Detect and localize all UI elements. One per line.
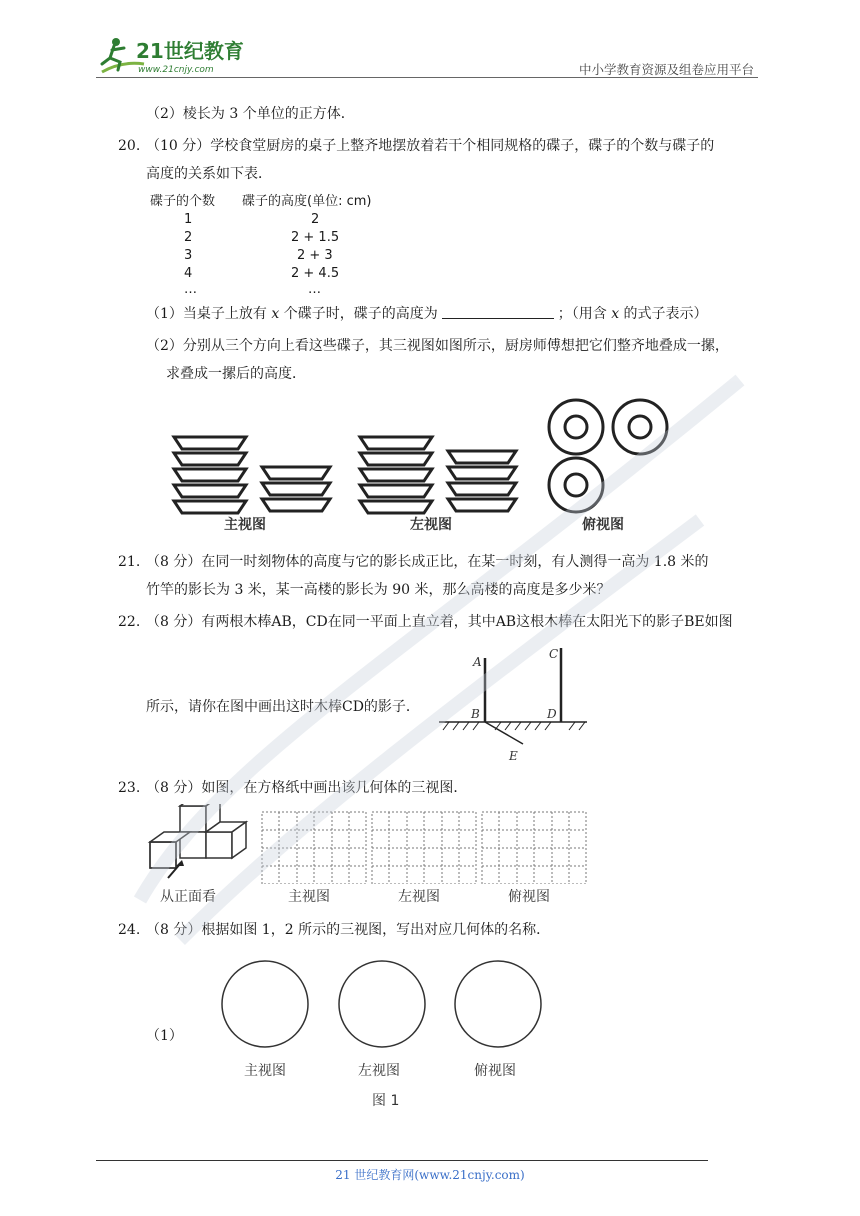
table-header-count: 碟子的个数 (150, 194, 216, 209)
q20-sub1-a: （1）当桌子上放有 (146, 306, 267, 322)
label-left-view: 左视图 (358, 1063, 400, 1079)
table-cell: 2 (184, 230, 193, 245)
q20-sub1-b: 个碟子时，碟子的高度为 (283, 306, 438, 322)
q20-sub1 (146, 304, 708, 324)
q22-line1: （8 分）有两根木棒AB，CD在同一平面上直立着，其中AB这根木棒在太阳光下的影子BE如图 (146, 614, 733, 630)
platform-name: 中小学教育资源及组卷应用平台 (578, 62, 754, 77)
point-a: A (473, 655, 482, 669)
grid-left (372, 812, 476, 884)
variable-x: x (271, 306, 280, 322)
answer-blank[interactable] (442, 305, 554, 319)
table-cell: … (308, 282, 321, 297)
q21-line1: （8 分）在同一时刻物体的高度与它的影长成正比，在某一时刻，有人测得一高为 1.8 米的 (146, 554, 709, 570)
table-cell: 2 + 3 (297, 248, 333, 263)
page-header (96, 30, 758, 78)
q19-sub2: （2）棱长为 3 个单位的正方体． (146, 106, 355, 122)
label-left-view: 左视图 (398, 889, 440, 905)
circles-three-view-figure (216, 956, 546, 1052)
label-left-view: 左视图 (410, 517, 452, 533)
point-c: C (549, 647, 559, 661)
cube-solid (150, 804, 246, 868)
left-view-plates (360, 437, 516, 513)
q23-line1: （8 分）如图，在方格纸中画出该几何体的三视图． (146, 780, 468, 796)
svg-text:www.21cnjy.com: www.21cnjy.com (138, 65, 214, 75)
svg-text:21世纪教育: 21世纪教育 (136, 39, 244, 63)
q23-number: 23. (118, 780, 141, 796)
footer-rule (96, 1160, 708, 1161)
front-view-plates (174, 437, 330, 513)
table-cell: … (184, 282, 197, 297)
grid-front (262, 812, 366, 884)
footer-text: 21 世纪教育网(www.21cnjy.com) (335, 1168, 525, 1182)
table-cell: 2 + 1.5 (291, 230, 340, 245)
table-cell: 3 (184, 248, 193, 263)
q24-sub1: （1） (146, 1028, 183, 1044)
table-cell: 1 (184, 212, 193, 227)
cubes-and-grids-figure (144, 804, 594, 884)
label-front-view: 主视图 (244, 1063, 286, 1079)
ground-hatch (443, 722, 585, 730)
q24-number: 24. (118, 922, 141, 938)
q20-number: 20. (118, 138, 141, 154)
q24-line1: （8 分）根据如图 1，2 所示的三视图，写出对应几何体的名称． (146, 922, 551, 938)
q21-line2: 竹竿的影长为 3 米，某一高楼的影长为 90 米，那么高楼的高度是多少米？ (146, 582, 611, 598)
label-front-view: 主视图 (288, 889, 330, 905)
table-cell: 2 + 4.5 (291, 266, 340, 281)
label-top-view: 俯视图 (508, 889, 550, 905)
table-cell: 2 (311, 212, 320, 227)
q20-line1: （10 分）学校食堂厨房的桌子上整齐地摆放着若干个相同规格的碟子，碟子的个数与碟子的 (146, 138, 715, 154)
point-b: B (471, 707, 480, 721)
grid-top (482, 812, 586, 884)
q22-line2: 所示，请你在图中画出这时木棒CD的影子． (146, 699, 420, 715)
table-cell: 4 (184, 266, 193, 281)
point-e: E (509, 749, 518, 763)
q20-sub1-c: ；（用含 (557, 306, 607, 322)
site-logo (96, 34, 266, 76)
label-figure-1: 图 1 (372, 1093, 400, 1109)
q20-sub2-line1: （2）分别从三个方向上看这些碟子，其三视图如图所示，厨房师傅想把它们整齐地叠成一摞， (146, 338, 729, 354)
q21-number: 21. (118, 554, 141, 570)
label-top-view: 俯视图 (474, 1063, 516, 1079)
label-front-view: 主视图 (224, 517, 266, 533)
header-rule (96, 77, 758, 78)
sticks-shadow-figure (435, 642, 595, 768)
point-d: D (547, 707, 557, 721)
table-header-height: 碟子的高度(单位: cm) (242, 194, 372, 209)
q20-sub1-d: 的式子表示） (623, 306, 708, 322)
top-view-plates (549, 400, 667, 512)
q20-sub2-line2: 求叠成一摞后的高度． (166, 366, 306, 382)
q20-line2: 高度的关系如下表． (146, 166, 272, 182)
label-from-front: 从正面看 (160, 889, 216, 905)
label-top-view: 俯视图 (582, 517, 624, 533)
q22-number: 22. (118, 614, 141, 630)
variable-x: x (611, 306, 620, 322)
